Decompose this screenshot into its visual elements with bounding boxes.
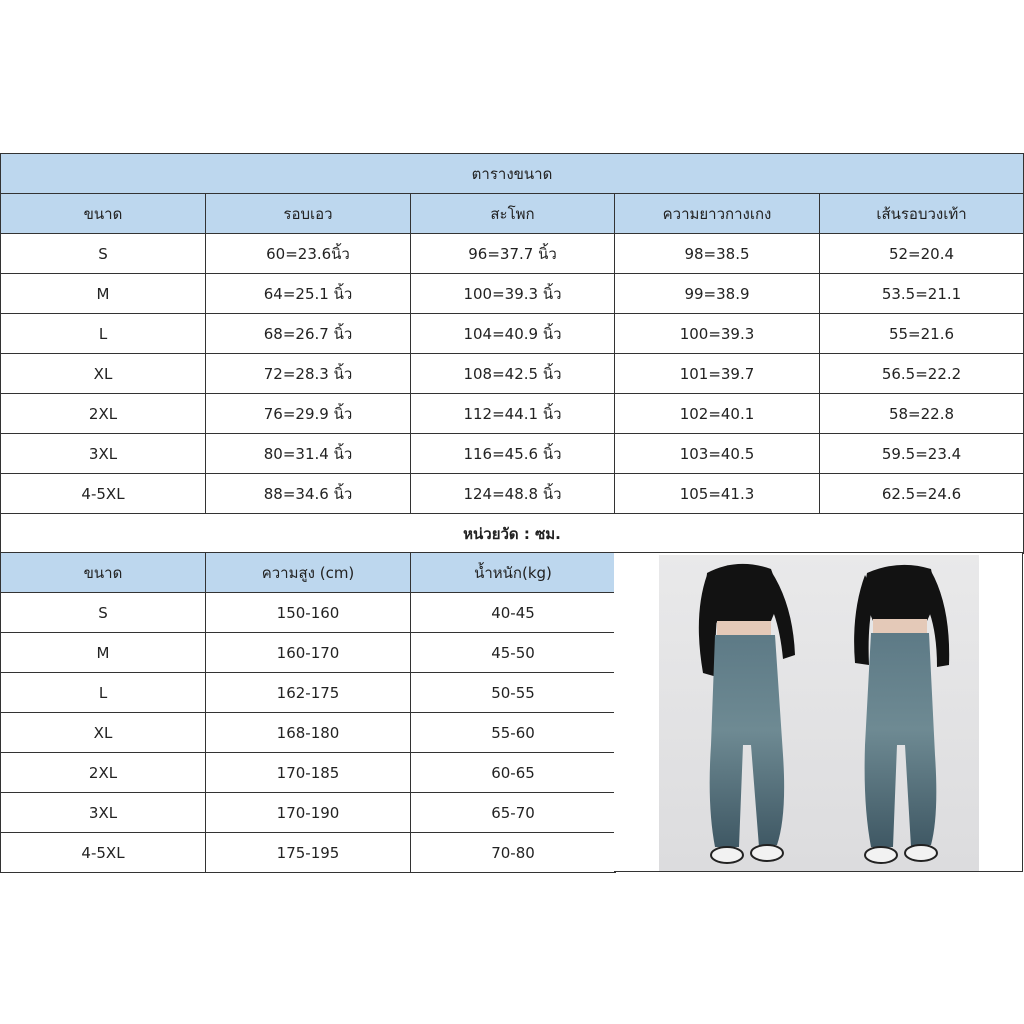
weight-cell: 55-60 — [411, 713, 616, 753]
header-leg-opening: เส้นรอบวงเท้า — [820, 194, 1024, 234]
table-row — [1, 673, 616, 713]
hip-cell: 104=40.9 นิ้ว — [411, 314, 615, 354]
length-cell: 100=39.3 — [615, 314, 820, 354]
leg-opening-cell: 56.5=22.2 — [820, 354, 1024, 394]
weight-cell: 45-50 — [411, 633, 616, 673]
table-row — [1, 474, 1024, 514]
header-length: ความยาวกางเกง — [615, 194, 820, 234]
fit-table — [0, 552, 616, 873]
height-cell: 150-160 — [206, 593, 411, 633]
table-row — [1, 593, 616, 633]
header-size: ขนาด — [1, 553, 206, 593]
table-row — [1, 234, 1024, 274]
size-cell: XL — [1, 713, 206, 753]
size-chart — [0, 153, 1023, 872]
hip-cell: 108=42.5 นิ้ว — [411, 354, 615, 394]
weight-cell: 50-55 — [411, 673, 616, 713]
height-cell: 160-170 — [206, 633, 411, 673]
waist-cell: 60=23.6นิ้ว — [206, 234, 411, 274]
leg-opening-cell: 58=22.8 — [820, 394, 1024, 434]
product-photo — [659, 555, 979, 871]
table-row — [1, 753, 616, 793]
length-cell: 105=41.3 — [615, 474, 820, 514]
size-cell: L — [1, 314, 206, 354]
length-cell: 98=38.5 — [615, 234, 820, 274]
length-cell: 101=39.7 — [615, 354, 820, 394]
hip-cell: 96=37.7 นิ้ว — [411, 234, 615, 274]
table-row — [1, 274, 1024, 314]
header-hip: สะโพก — [411, 194, 615, 234]
length-cell: 99=38.9 — [615, 274, 820, 314]
size-cell: 4-5XL — [1, 833, 206, 873]
size-cell: S — [1, 593, 206, 633]
leg-opening-cell: 62.5=24.6 — [820, 474, 1024, 514]
size-cell: 3XL — [1, 434, 206, 474]
table-row — [1, 833, 616, 873]
model-right — [854, 565, 949, 863]
waist-cell: 64=25.1 นิ้ว — [206, 274, 411, 314]
header-weight: น้ำหนัก(kg) — [411, 553, 616, 593]
model-illustration — [659, 555, 979, 871]
height-cell: 168-180 — [206, 713, 411, 753]
leg-opening-cell: 53.5=21.1 — [820, 274, 1024, 314]
size-table-title: ตารางขนาด — [1, 154, 1024, 194]
hip-cell: 100=39.3 นิ้ว — [411, 274, 615, 314]
weight-cell: 70-80 — [411, 833, 616, 873]
weight-cell: 60-65 — [411, 753, 616, 793]
size-cell: L — [1, 673, 206, 713]
hip-cell: 112=44.1 นิ้ว — [411, 394, 615, 434]
weight-cell: 40-45 — [411, 593, 616, 633]
table-row — [1, 394, 1024, 434]
table-row — [1, 633, 616, 673]
leg-opening-cell: 59.5=23.4 — [820, 434, 1024, 474]
waist-cell: 80=31.4 นิ้ว — [206, 434, 411, 474]
size-cell: 2XL — [1, 394, 206, 434]
hip-cell: 116=45.6 นิ้ว — [411, 434, 615, 474]
size-cell: XL — [1, 354, 206, 394]
leg-opening-cell: 52=20.4 — [820, 234, 1024, 274]
table-row — [1, 354, 1024, 394]
header-height: ความสูง (cm) — [206, 553, 411, 593]
size-cell: 3XL — [1, 793, 206, 833]
leg-opening-cell: 55=21.6 — [820, 314, 1024, 354]
table-row — [1, 434, 1024, 474]
height-cell: 162-175 — [206, 673, 411, 713]
hip-cell: 124=48.8 นิ้ว — [411, 474, 615, 514]
table-row — [1, 793, 616, 833]
length-cell: 103=40.5 — [615, 434, 820, 474]
weight-cell: 65-70 — [411, 793, 616, 833]
table-row — [1, 314, 1024, 354]
waist-cell: 72=28.3 นิ้ว — [206, 354, 411, 394]
height-cell: 170-190 — [206, 793, 411, 833]
unit-note: หน่วยวัด : ซม. — [1, 514, 1024, 554]
header-size: ขนาด — [1, 194, 206, 234]
size-cell: M — [1, 633, 206, 673]
size-cell: S — [1, 234, 206, 274]
header-waist: รอบเอว — [206, 194, 411, 234]
size-cell: 4-5XL — [1, 474, 206, 514]
model-left — [699, 564, 795, 863]
product-photo-cell — [614, 552, 1023, 872]
waist-cell: 68=26.7 นิ้ว — [206, 314, 411, 354]
size-cell: M — [1, 274, 206, 314]
waist-cell: 76=29.9 นิ้ว — [206, 394, 411, 434]
size-cell: 2XL — [1, 753, 206, 793]
table-row — [1, 713, 616, 753]
size-table — [0, 153, 1024, 554]
waist-cell: 88=34.6 นิ้ว — [206, 474, 411, 514]
height-cell: 170-185 — [206, 753, 411, 793]
length-cell: 102=40.1 — [615, 394, 820, 434]
height-cell: 175-195 — [206, 833, 411, 873]
